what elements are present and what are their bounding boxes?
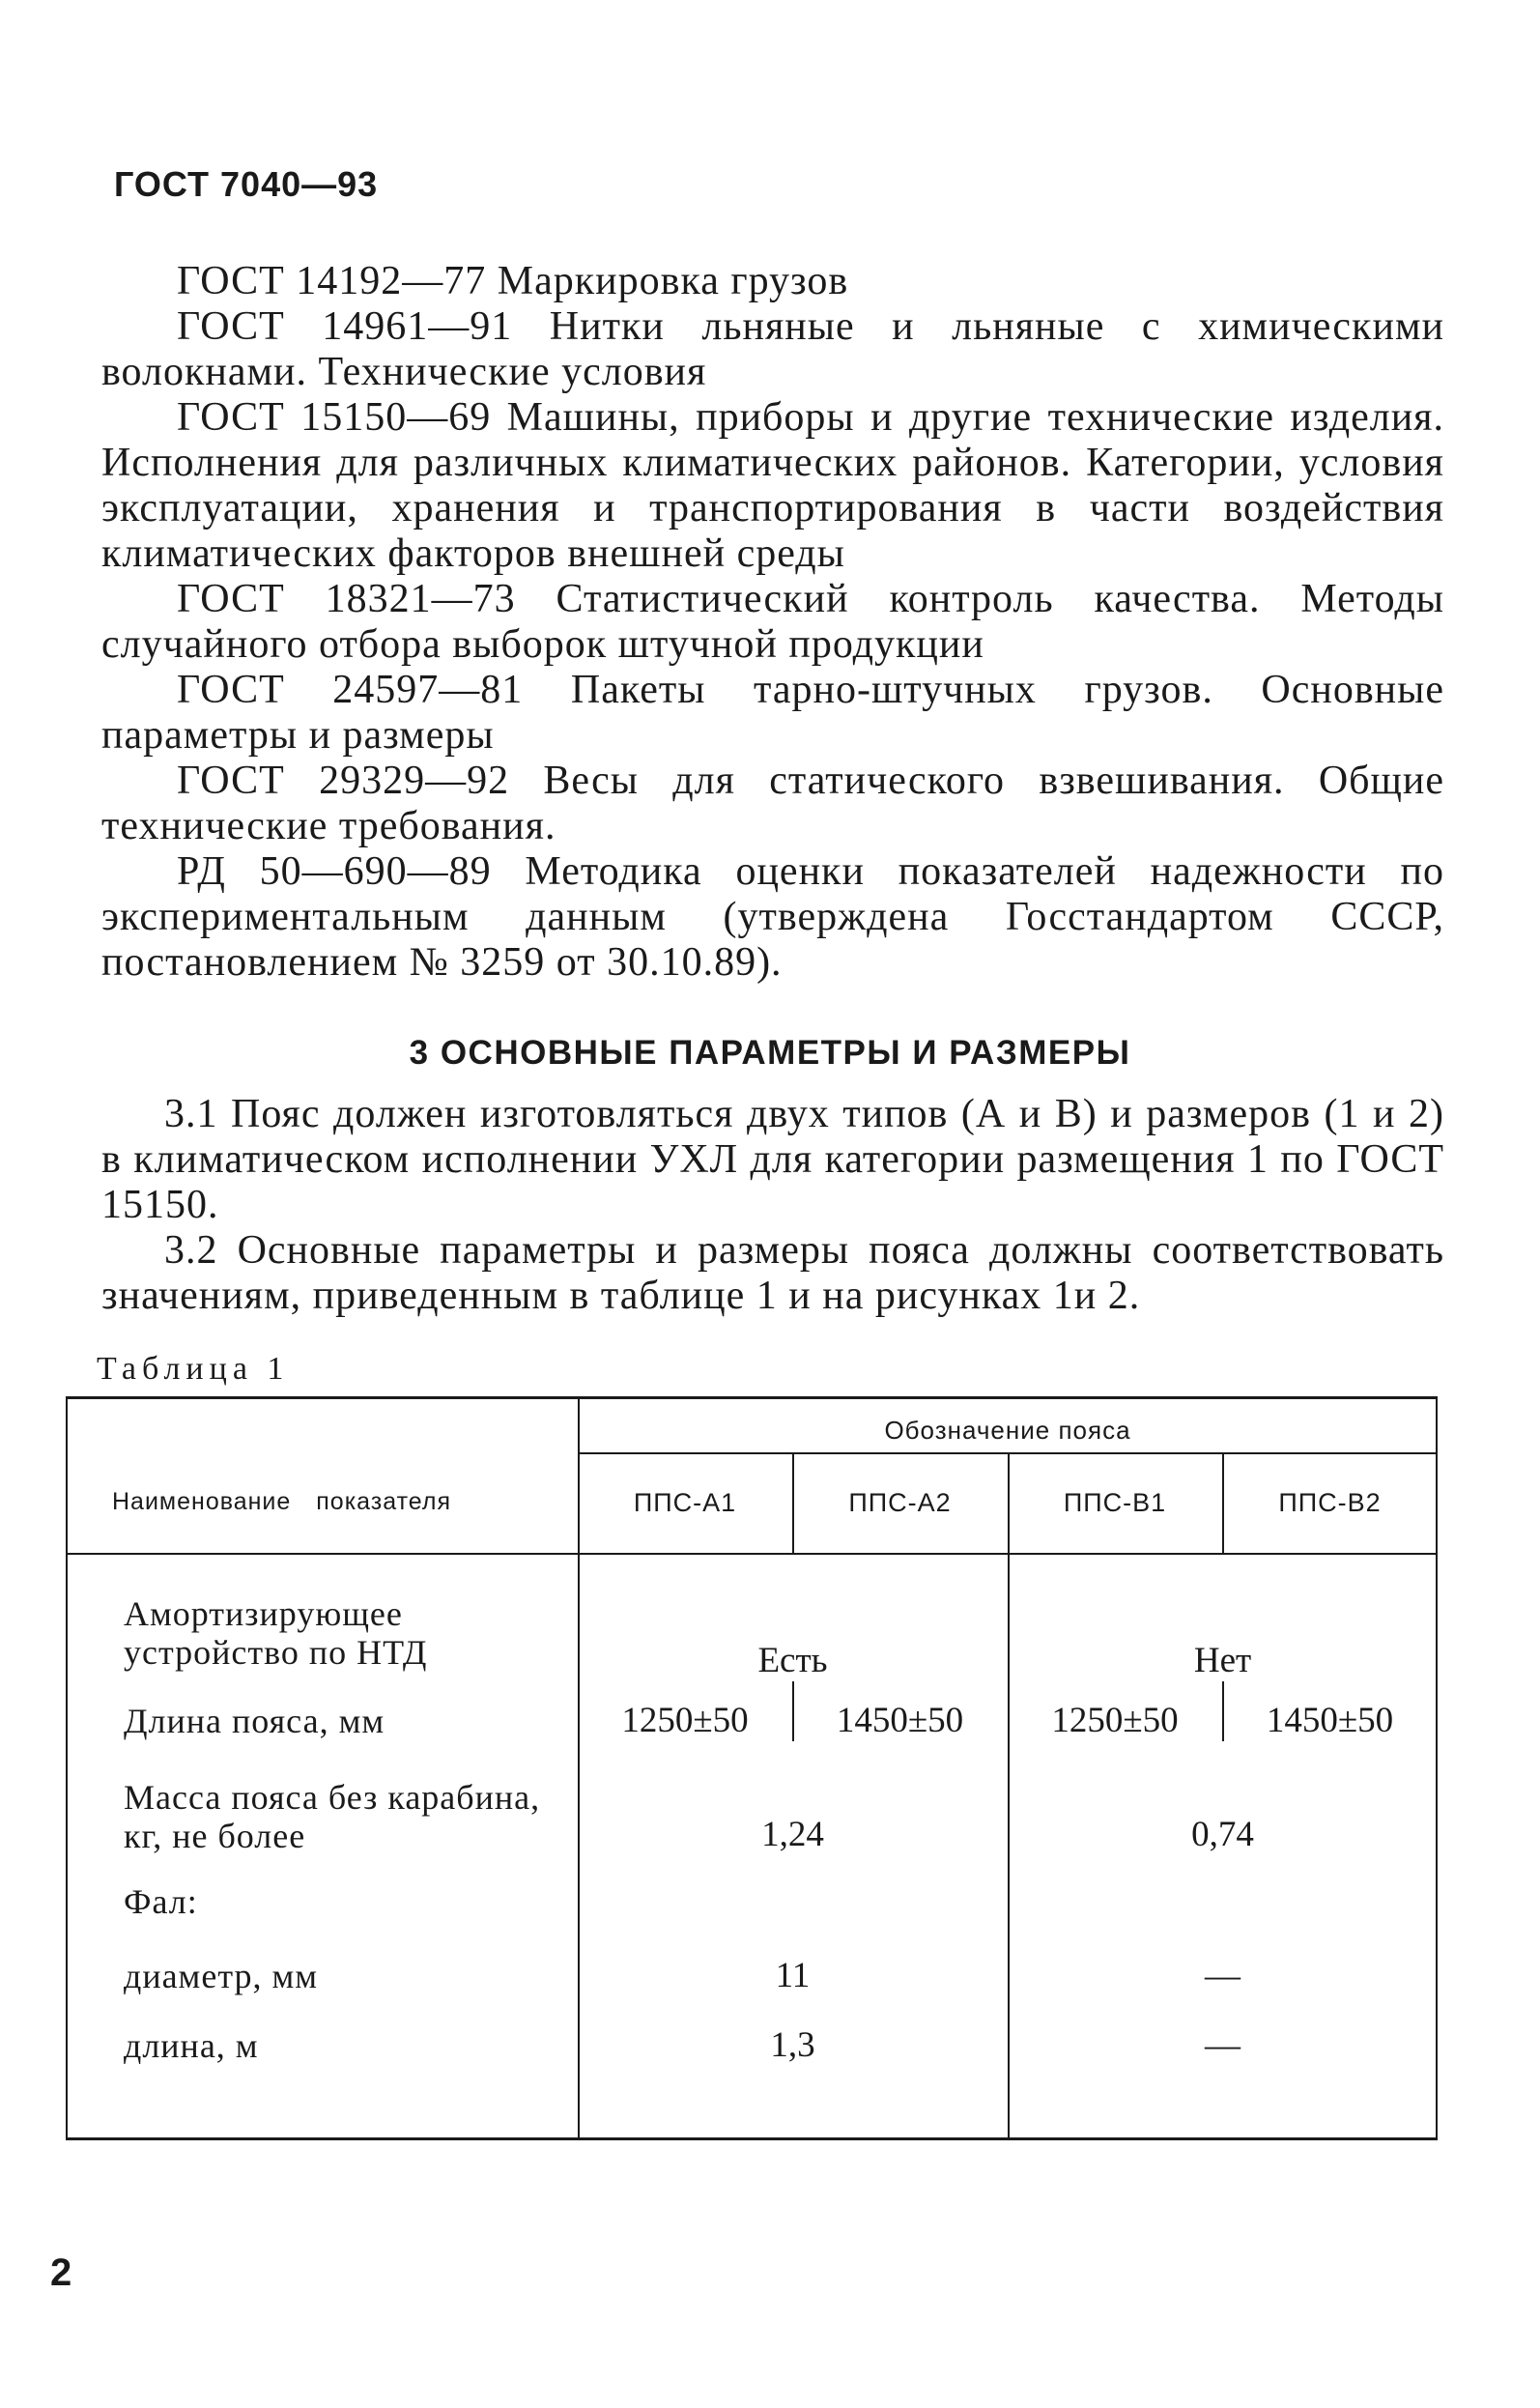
row-label: Амортизирующее устройство по НТД xyxy=(124,1594,428,1672)
table-group-label: Обозначение пояса xyxy=(884,1416,1131,1445)
parameters-table xyxy=(66,1396,1438,2140)
reference-item: ГОСТ 29329—92 Весы для статического взвешивания. Общие технические требования. xyxy=(101,759,1444,848)
table-cell: — xyxy=(1205,1956,1241,1995)
column-header: ППС-В1 xyxy=(1063,1488,1167,1517)
table-cell: 1450±50 xyxy=(1266,1701,1394,1740)
column-header: ППС-А2 xyxy=(848,1488,952,1517)
reference-item: ГОСТ 18321—73 Статистический контроль качества. Методы случайного отбора выборок штучной продукции xyxy=(101,577,1444,667)
paragraph: 3.2 Основные параметры и размеры пояса должны соответствовать значениям, приведенным в таблице 1 и на рисунках 1и 2. xyxy=(101,1228,1444,1318)
section-title: 3 ОСНОВНЫЕ ПАРАМЕТРЫ И РАЗМЕРЫ xyxy=(409,1034,1131,1072)
table-left-rule xyxy=(66,1396,68,2140)
table-cell: — xyxy=(1205,2025,1241,2065)
section-body xyxy=(101,1092,1444,1319)
column-header: ППС-А1 xyxy=(633,1488,737,1517)
table-cell: 1450±50 xyxy=(836,1701,964,1740)
reference-item: ГОСТ 14192—77 Маркировка грузов xyxy=(177,259,849,303)
table-cell: 1,24 xyxy=(761,1815,824,1854)
table-top-rule xyxy=(66,1396,1438,1399)
references-list xyxy=(101,259,1444,986)
table-header-label: Наименование показателя xyxy=(112,1488,451,1515)
table-cell: Есть xyxy=(757,1641,828,1680)
row-label: диаметр, мм xyxy=(124,1957,319,1995)
table-cell: Нет xyxy=(1193,1641,1252,1680)
row-label: длина, м xyxy=(124,2026,259,2065)
reference-item: ГОСТ 15150—69 Машины, приборы и другие технические изделия. Исполнения для различных климатических районов. Категории, условия эксплуатации, хранения и транспортирования в части воздействия климатических факторов внешней среды xyxy=(101,395,1444,576)
table-caption: Таблица 1 xyxy=(97,1351,290,1387)
reference-item: ГОСТ 24597—81 Пакеты тарно-штучных грузов. Основные параметры и размеры xyxy=(101,668,1444,758)
row-label: Фал: xyxy=(124,1882,198,1921)
table-cell: 1250±50 xyxy=(621,1701,749,1740)
row-label: Масса пояса без карабина, кг, не более xyxy=(124,1778,541,1855)
reference-item: ГОСТ 14961—91 Нитки льняные и льняные с химическими волокнами. Технические условия xyxy=(101,304,1444,394)
paragraph: 3.1 Пояс должен изготовляться двух типов (А и В) и размеров (1 и 2) в климатическом исполнении УХЛ для категории размещения 1 по ГОСТ 15150. xyxy=(101,1092,1444,1227)
page-number: 2 xyxy=(50,2251,72,2294)
table-cell: 11 xyxy=(775,1956,811,1995)
page-header: ГОСТ 7040—93 xyxy=(114,164,379,204)
row-label: Длина пояса, мм xyxy=(124,1702,385,1740)
table-cell: 1,3 xyxy=(770,2025,815,2065)
table-bottom-rule xyxy=(66,2137,1438,2140)
column-header: ППС-В2 xyxy=(1278,1488,1382,1517)
table-header-bottom-rule xyxy=(66,1553,1438,1555)
table-cell: 1250±50 xyxy=(1051,1701,1179,1740)
table-cell: 0,74 xyxy=(1191,1815,1254,1854)
reference-item: РД 50—690—89 Методика оценки показателей надежности по экспериментальным данным (утверждена Госстандартом СССР, постановлением № 3259 от 30.10.89). xyxy=(101,849,1444,985)
